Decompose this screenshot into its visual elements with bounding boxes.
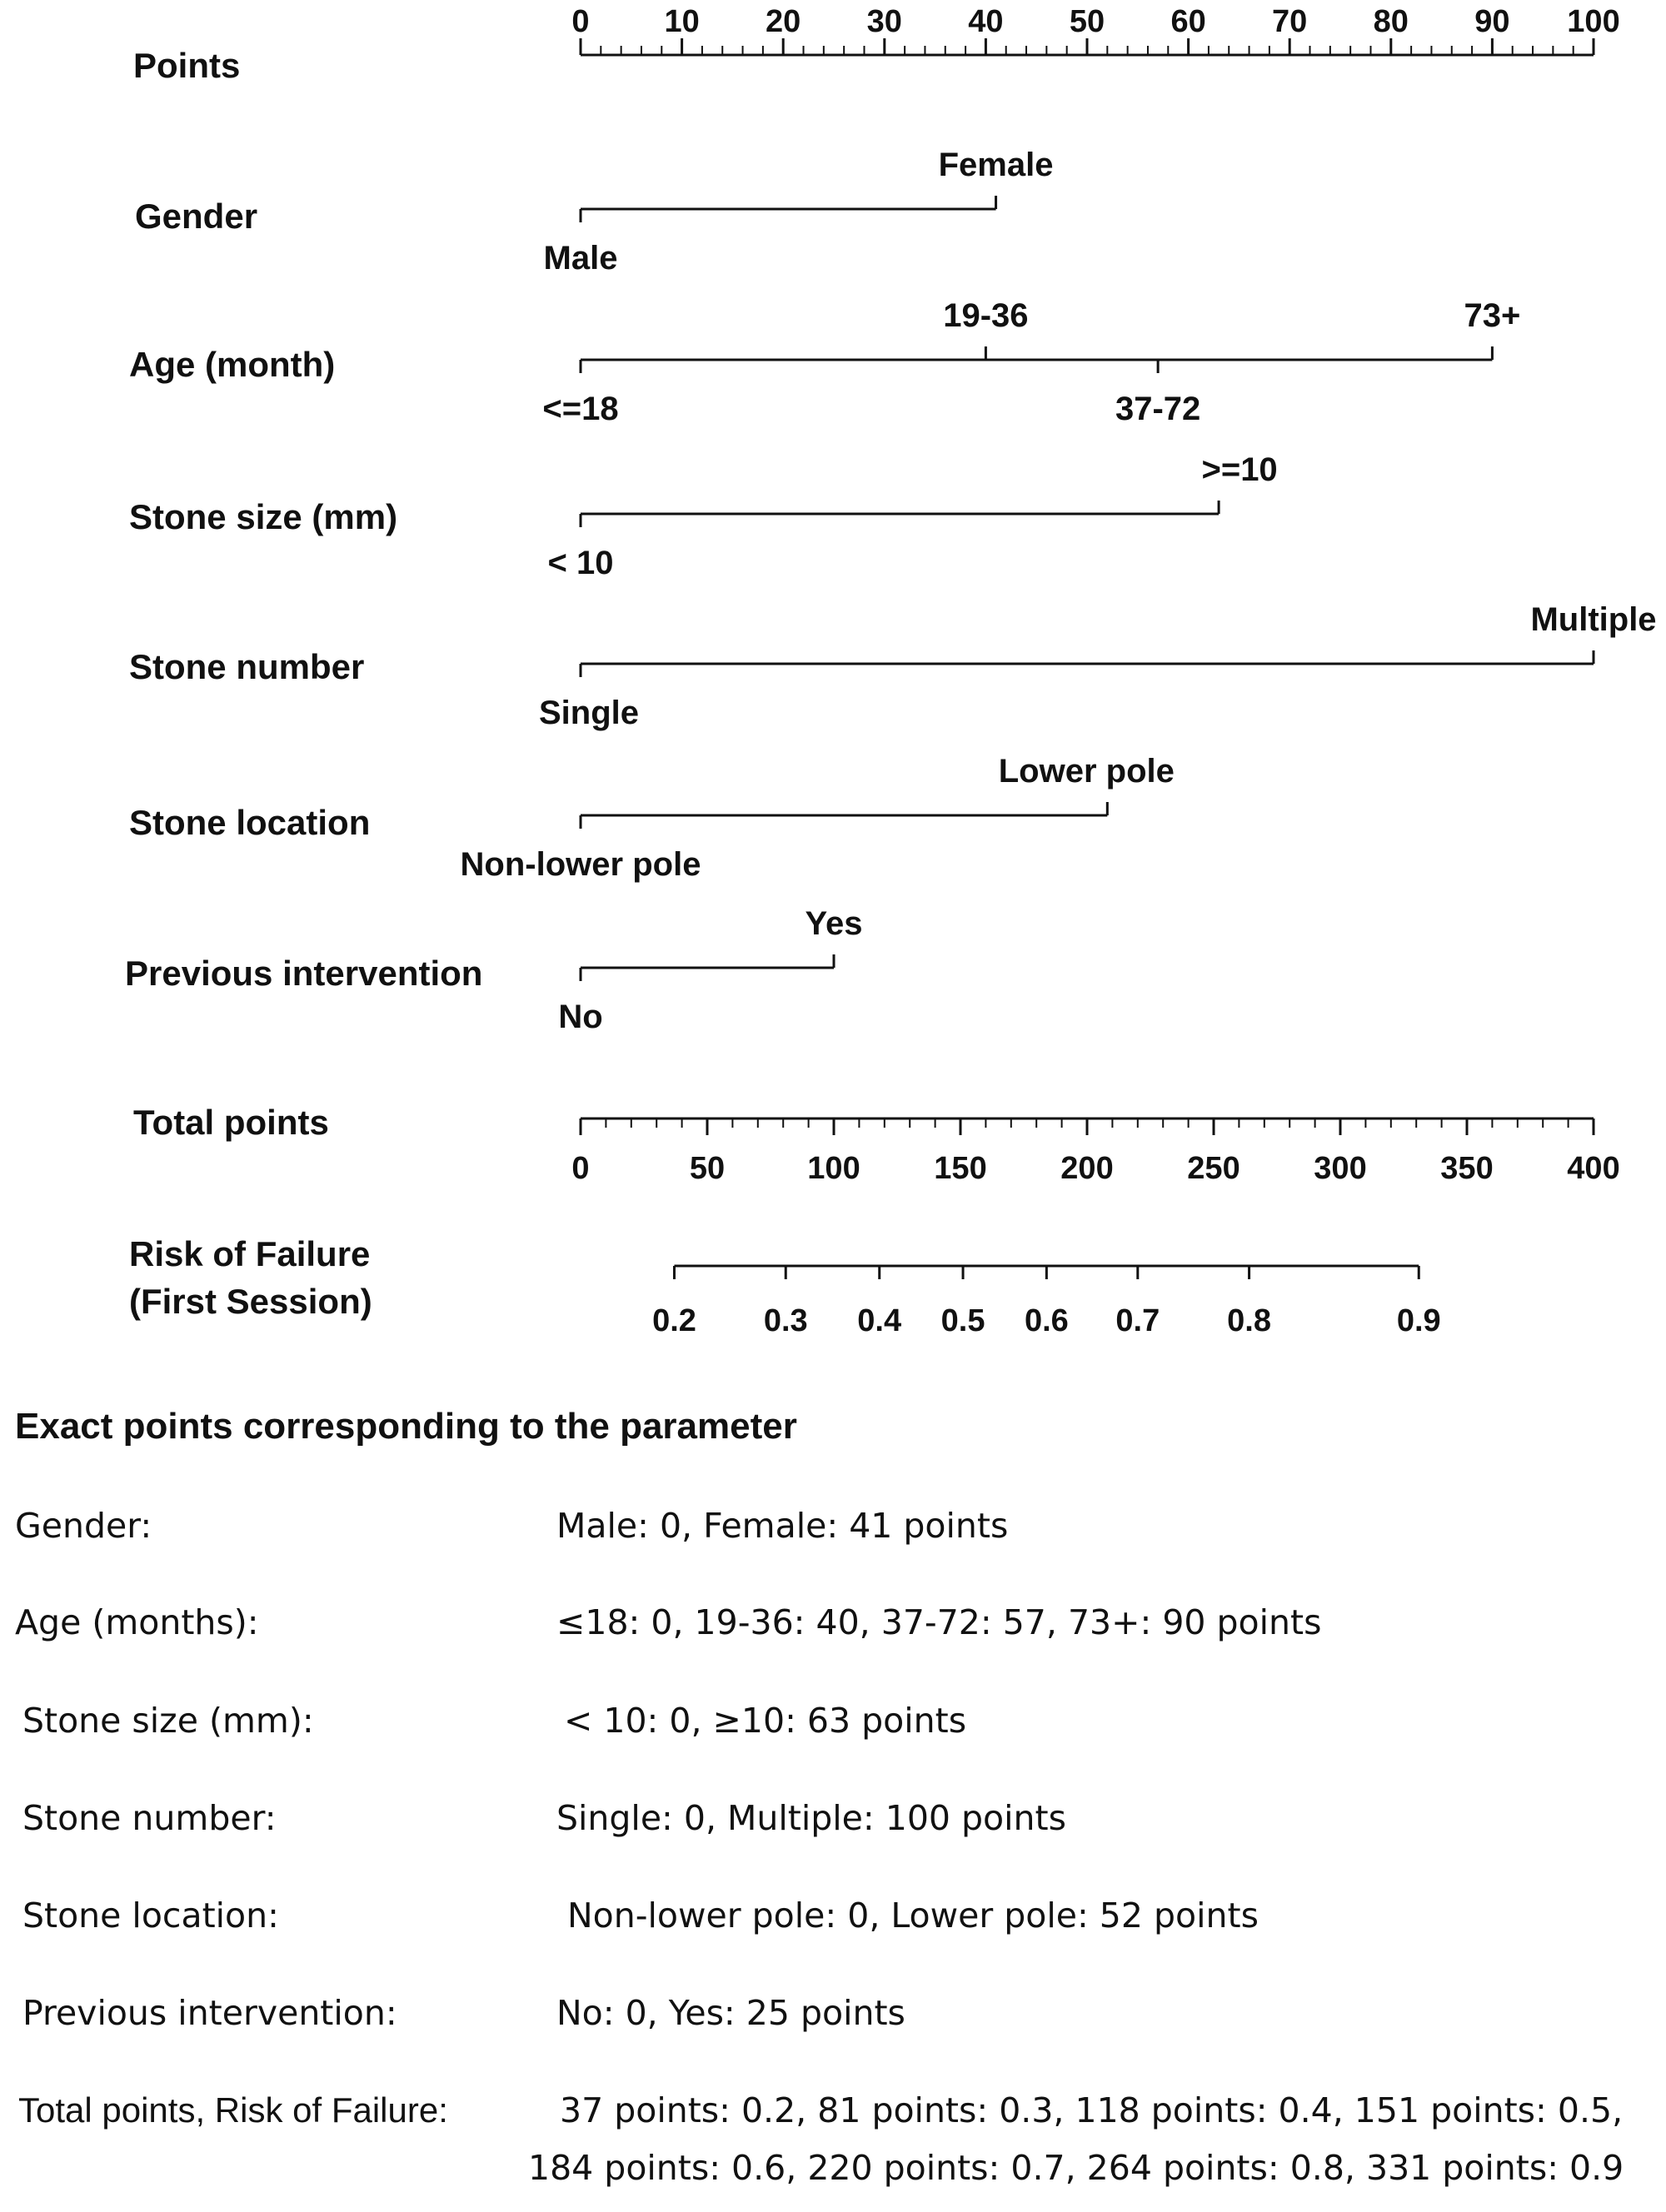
table-title: Exact points corresponding to the parameter bbox=[15, 1406, 797, 1447]
risk-tick-label: 0.3 bbox=[763, 1303, 808, 1338]
points-tick-label: 0 bbox=[571, 4, 590, 39]
row-label: Total points, Risk of Failure: bbox=[18, 2090, 448, 2130]
risk-tick-label: 0.9 bbox=[1396, 1303, 1441, 1338]
axis-label-risk-line1: Risk of Failure bbox=[129, 1234, 371, 1273]
stone-location-level-label: Lower pole bbox=[998, 753, 1175, 790]
risk-tick-label: 0.2 bbox=[652, 1303, 696, 1338]
total-points-tick-label: 350 bbox=[1440, 1151, 1494, 1186]
risk-tick-label: 0.5 bbox=[940, 1303, 985, 1338]
variable-label-age-month: Age (month) bbox=[129, 345, 336, 384]
total-points-tick-label: 300 bbox=[1314, 1151, 1367, 1186]
points-tick-label: 100 bbox=[1567, 4, 1620, 39]
variable-label-stone-size-mm: Stone size (mm) bbox=[129, 497, 398, 536]
row-label: Stone size (mm): bbox=[22, 1701, 314, 1741]
previous-intervention-level-label: No bbox=[558, 999, 603, 1035]
age-month-level-label: <=18 bbox=[542, 391, 619, 427]
points-tick-label: 10 bbox=[664, 4, 700, 39]
risk-tick-label: 0.6 bbox=[1024, 1303, 1069, 1338]
row-label: Gender: bbox=[15, 1506, 152, 1546]
age-month-level-label: 19-36 bbox=[943, 297, 1029, 334]
variable-label-previous-intervention: Previous intervention bbox=[125, 954, 483, 993]
row-label: Age (months): bbox=[15, 1602, 259, 1642]
total-points-tick-label: 250 bbox=[1187, 1151, 1240, 1186]
points-tick-label: 40 bbox=[968, 4, 1004, 39]
row-value: < 10: 0, ≥10: 63 points bbox=[564, 1701, 967, 1741]
previous-intervention-level-label: Yes bbox=[805, 905, 863, 942]
total-points-tick-label: 100 bbox=[807, 1151, 860, 1186]
stone-location-level-label: Non-lower pole bbox=[460, 846, 701, 883]
risk-tick-label: 0.4 bbox=[857, 1303, 902, 1338]
row-value: Single: 0, Multiple: 100 points bbox=[556, 1798, 1066, 1838]
total-points-tick-label: 400 bbox=[1567, 1151, 1620, 1186]
points-tick-label: 30 bbox=[866, 4, 902, 39]
points-tick-label: 50 bbox=[1069, 4, 1105, 39]
stone-size-mm-level-label: >=10 bbox=[1201, 451, 1278, 488]
row-value: ≤18: 0, 19-36: 40, 37-72: 57, 73+: 90 points bbox=[556, 1602, 1322, 1642]
total-points-tick-label: 50 bbox=[689, 1151, 726, 1186]
risk-tick-label: 0.8 bbox=[1227, 1303, 1271, 1338]
stone-number-level-label: Multiple bbox=[1530, 601, 1657, 638]
total-points-tick-label: 200 bbox=[1060, 1151, 1114, 1186]
row-label: Stone location: bbox=[22, 1896, 279, 1936]
gender-level-label: Female bbox=[938, 147, 1054, 183]
row-value: Male: 0, Female: 41 points bbox=[556, 1506, 1009, 1546]
row-value-continued: 184 points: 0.6, 220 points: 0.7, 264 points: 0.8, 331 points: 0.9 bbox=[528, 2148, 1624, 2188]
points-tick-label: 60 bbox=[1170, 4, 1206, 39]
points-tick-label: 70 bbox=[1272, 4, 1308, 39]
age-month-level-label: 37-72 bbox=[1115, 391, 1201, 427]
row-value: No: 0, Yes: 25 points bbox=[556, 1993, 905, 2033]
row-value: 37 points: 0.2, 81 points: 0.3, 118 points: 0.4, 151 points: 0.5, bbox=[560, 2090, 1624, 2130]
axis-label-risk-line2: (First Session) bbox=[129, 1282, 372, 1321]
total-points-tick-label: 150 bbox=[934, 1151, 987, 1186]
age-month-level-label: 73+ bbox=[1464, 297, 1521, 334]
risk-tick-label: 0.7 bbox=[1115, 1303, 1160, 1338]
points-tick-label: 90 bbox=[1474, 4, 1510, 39]
axis-label-total-points: Total points bbox=[133, 1103, 329, 1142]
gender-level-label: Male bbox=[543, 240, 618, 276]
stone-number-level-label: Single bbox=[538, 695, 640, 731]
row-label: Previous intervention: bbox=[22, 1993, 397, 2033]
points-tick-label: 20 bbox=[766, 4, 801, 39]
stone-size-mm-level-label: < 10 bbox=[547, 545, 614, 581]
axis-label-points: Points bbox=[133, 46, 241, 85]
row-value: Non-lower pole: 0, Lower pole: 52 points bbox=[567, 1896, 1259, 1936]
variable-label-gender: Gender bbox=[135, 197, 258, 236]
row-label: Stone number: bbox=[22, 1798, 277, 1838]
points-tick-label: 80 bbox=[1373, 4, 1409, 39]
variable-label-stone-location: Stone location bbox=[129, 803, 371, 842]
total-points-tick-label: 0 bbox=[571, 1151, 590, 1186]
variable-label-stone-number: Stone number bbox=[129, 647, 365, 686]
